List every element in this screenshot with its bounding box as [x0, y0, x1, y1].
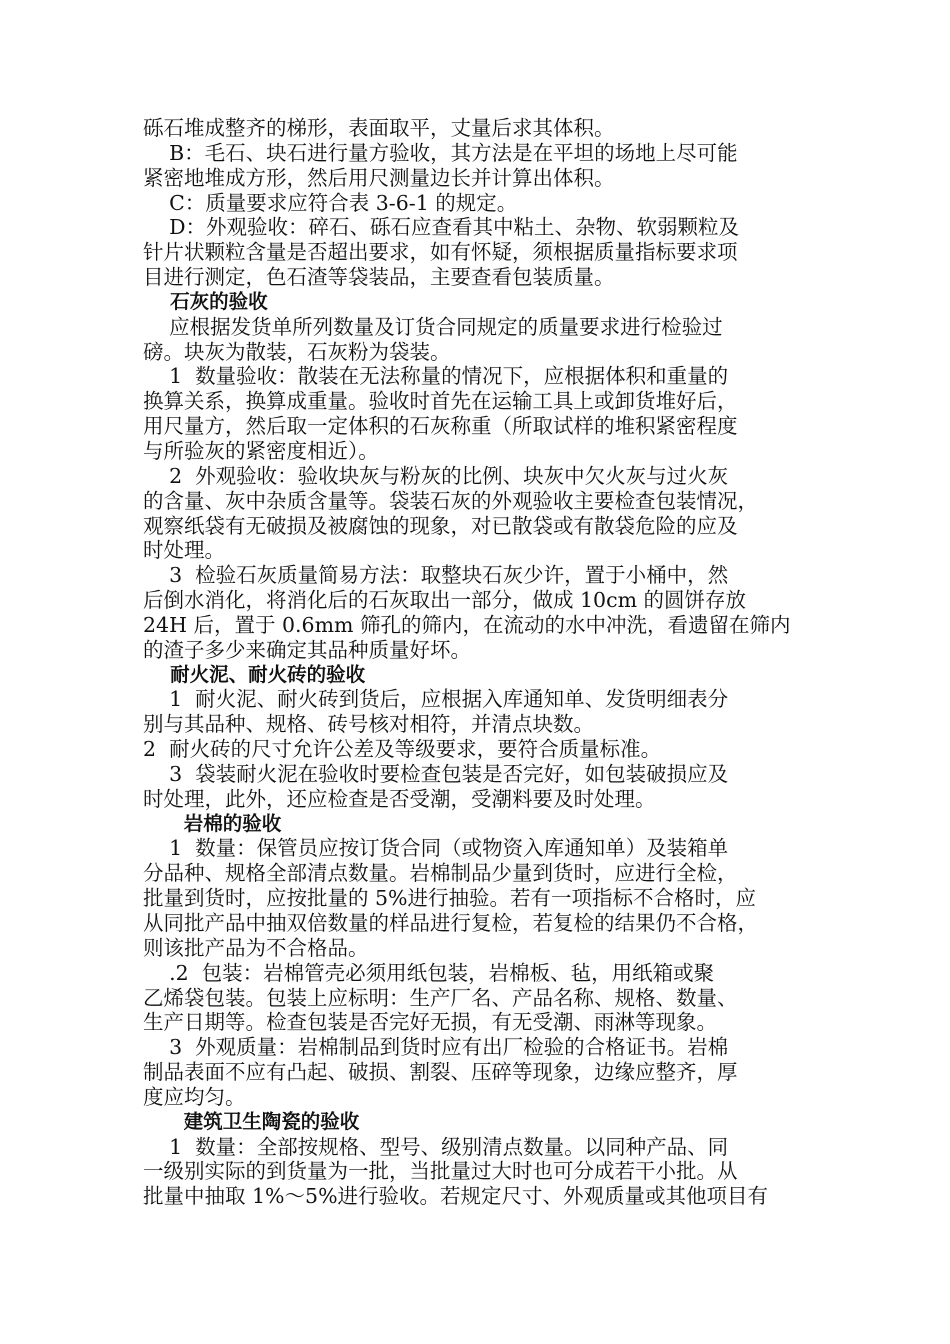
section-heading: 岩棉的验收 — [143, 811, 282, 835]
text-line: 2 耐火砖的尺寸允许公差及等级要求，要符合质量标准。 — [143, 737, 662, 762]
section-heading: 建筑卫生陶瓷的验收 — [143, 1109, 360, 1133]
text-line: 应根据发货单所列数量及订货合同规定的质量要求进行检验过 — [143, 314, 723, 339]
text-line: 1 数量验收：散装在无法称量的情况下，应根据体积和重量的 — [143, 364, 729, 389]
text-line: 生产日期等。检查包装是否完好无损，有无受潮、雨淋等现象。 — [143, 1010, 717, 1035]
text-line: 用尺量方，然后取一定体积的石灰称重（所取试样的堆积紧密程度 — [143, 414, 738, 439]
text-line: 观察纸袋有无破损及被腐蚀的现象，对已散袋或有散袋危险的应及 — [143, 513, 738, 538]
text-line: 别与其品种、规格、砖号核对相符，并清点块数。 — [143, 712, 594, 737]
text-line: 目进行测定，色石渣等袋装品，主要查看包装质量。 — [143, 265, 615, 290]
text-line: 度应均匀。 — [143, 1084, 246, 1109]
text-line: 的含量、灰中杂质含量等。袋装石灰的外观验收主要检查包装情况， — [143, 488, 758, 513]
text-line: 一级别实际的到货量为一批，当批量过大时也可分成若干小批。从 — [143, 1159, 738, 1184]
text-line: 1 数量：全部按规格、型号、级别清点数量。以同种产品、同 — [143, 1134, 729, 1159]
text-line: 换算关系，换算成重量。验收时首先在运输工具上或卸货堆好后， — [143, 389, 738, 414]
text-line: 的渣子多少来确定其品种质量好坏。 — [143, 637, 471, 662]
text-line: 批量中抽取 1%～5%进行验收。若规定尺寸、外观质量或其他项目有 — [143, 1184, 769, 1209]
text-line: B：毛石、块石进行量方验收，其方法是在平坦的场地上尽可能 — [143, 140, 738, 165]
document-body — [143, 116, 823, 1209]
text-line: 3 外观质量：岩棉制品到货时应有出厂检验的合格证书。岩棉 — [143, 1035, 729, 1060]
text-line: 从同批产品中抽双倍数量的样品进行复检，若复检的结果仍不合格， — [143, 911, 758, 935]
text-line: 磅。块灰为散装，石灰粉为袋装。 — [143, 339, 451, 364]
text-line: .2 包装：岩棉管壳必须用纸包装，岩棉板、毡，用纸箱或聚 — [143, 960, 715, 985]
text-line: 分品种、规格全部清点数量。岩棉制品少量到货时，应进行全检， — [143, 861, 738, 886]
text-line: 与所验灰的紧密度相近）。 — [143, 438, 379, 463]
section-heading: 石灰的验收 — [143, 289, 268, 313]
text-line: 2 外观验收：验收块灰与粉灰的比例、块灰中欠火灰与过火灰 — [143, 463, 729, 488]
text-line: 紧密地堆成方形，然后用尺测量边长并计算出体积。 — [143, 165, 615, 190]
text-line: 3 检验石灰质量简易方法：取整块石灰少许，置于小桶中，然 — [143, 563, 729, 588]
text-line: 3 袋装耐火泥在验收时要检查包装是否完好，如包装破损应及 — [143, 761, 729, 786]
text-line: 时处理，此外，还应检查是否受潮，受潮料要及时处理。 — [143, 786, 656, 811]
text-line: 制品表面不应有凸起、破损、割裂、压碎等现象，边缘应整齐，厚 — [143, 1060, 738, 1085]
text-line: 针片状颗粒含量是否超出要求，如有怀疑，须根据质量指标要求项 — [143, 240, 738, 265]
text-line: 时处理。 — [143, 538, 225, 563]
text-line: 1 耐火泥、耐火砖到货后，应根据入库通知单、发货明细表分 — [143, 687, 729, 712]
text-line: D：外观验收：碎石、砾石应查看其中粘土、杂物、软弱颗粒及 — [143, 215, 739, 240]
text-line: 24H 后，置于 0.6mm 筛孔的筛内，在流动的水中冲洗，看遗留在筛内 — [143, 612, 791, 637]
section-heading: 耐火泥、耐火砖的验收 — [143, 662, 366, 686]
text-line: 砾石堆成整齐的梯形，表面取平，丈量后求其体积。 — [143, 116, 615, 140]
text-line: 后倒水消化，将消化后的石灰取出一部分，做成 10cm 的圆饼存放 — [143, 588, 747, 613]
text-line: 则该批产品为不合格品。 — [143, 935, 369, 960]
text-line: C：质量要求应符合表 3-6-1 的规定。 — [143, 190, 518, 215]
text-line: 乙烯袋包装。包装上应标明：生产厂名、产品名称、规格、数量、 — [143, 985, 738, 1010]
text-line: 1 数量：保管员应按订货合同（或物资入库通知单）及装箱单 — [143, 836, 729, 861]
text-line: 批量到货时，应按批量的 5%进行抽验。若有一项指标不合格时，应 — [143, 886, 757, 911]
